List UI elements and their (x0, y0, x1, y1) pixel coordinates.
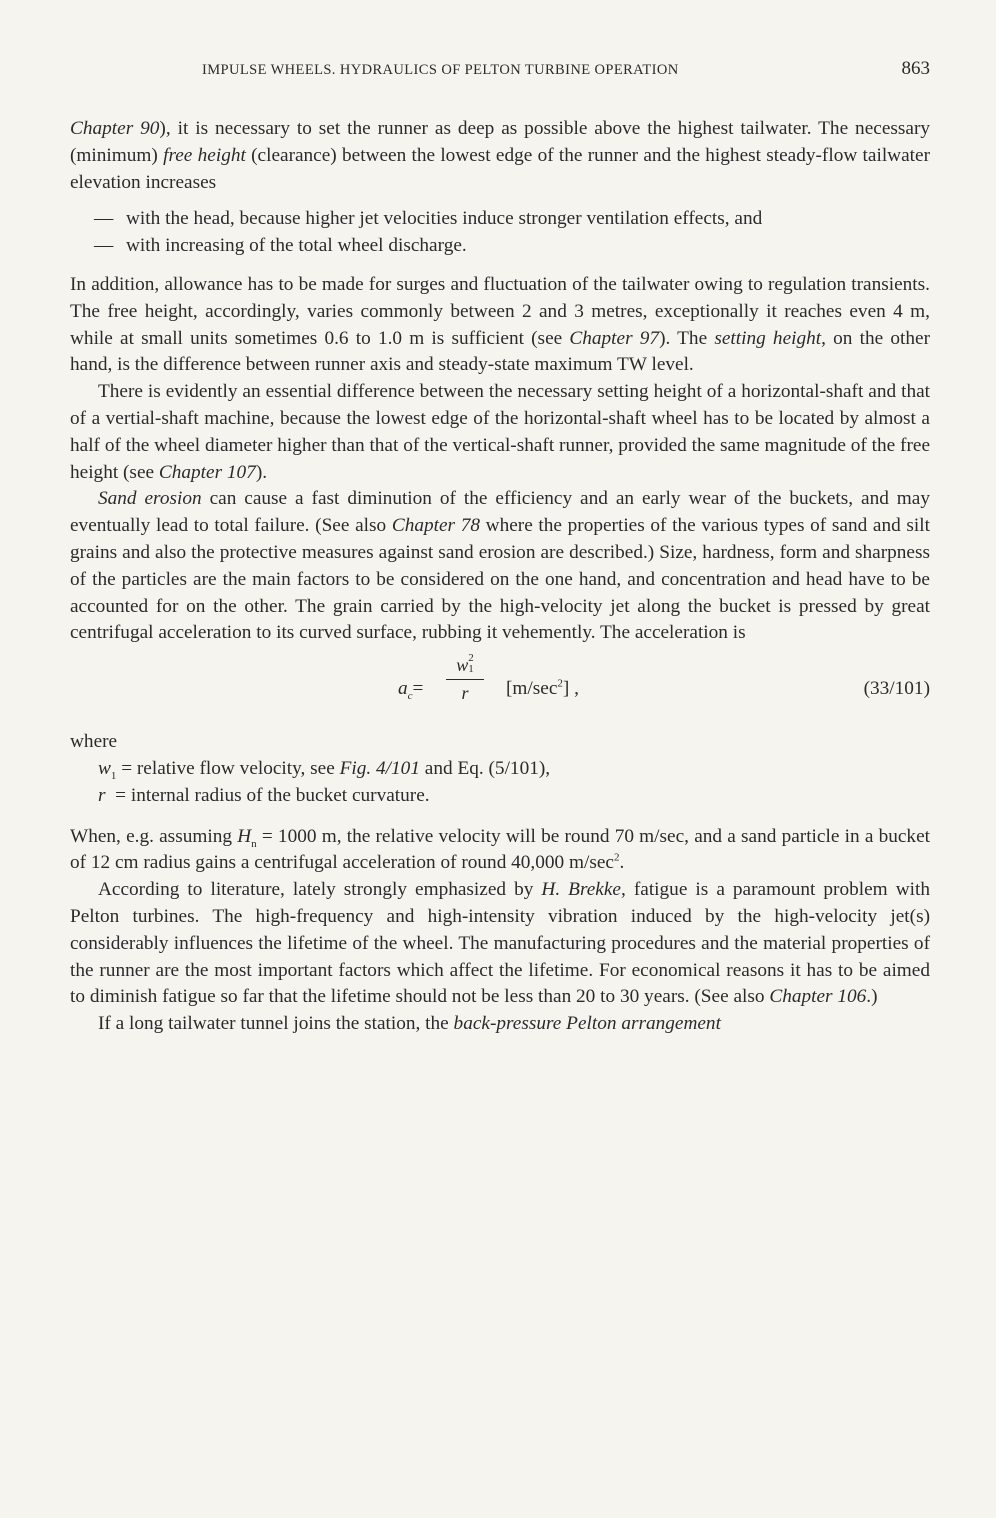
chapter-ref: Chapter 106 (769, 986, 867, 1008)
dash-marker: — (94, 208, 114, 230)
chapter-ref: Chapter 97 (569, 327, 660, 349)
term-setting-height: setting height (714, 327, 822, 349)
fraction-bar (446, 679, 484, 680)
paragraph-4: Sand erosion can cause a fast diminution of the efficiency and an early wear of the buckets, and may eventually lead to total failure. (See also Chapter 78 where the properties of the various types of sand and silt grains and also the protective measures against sand erosion are described.) Size, hardness, form and sharpness of the particles are the main factors to be considered on the one hand, and concentration and head have to be accounted for on the other. The grain carried by the high-velocity jet along the bucket is pressed by great centrifugal acceleration to its curved surface, rubbing it vehemently. The acceleration is (70, 488, 930, 644)
list-item: — with the head, because higher jet velocities induce stronger ventilation effects, and (100, 206, 930, 233)
paragraph-6: According to literature, lately strongly emphasized by H. Brekke, fatigue is a paramount problem with Pelton turbines. The high-frequency and high-intensity vibration induced by the high-velocity jet(s) considerably influences the lifetime of the wheel. The manufacturing procedures and the material properties of the runner are the most important factors which affect the lifetime. For economical reasons it has to be aimed to diminish fatigue so far that the lifetime should not be less than 20 to 30 years. (See also Chapter 106.) (70, 879, 930, 1008)
page-body (70, 116, 930, 1038)
chapter-ref: Chapter 90 (70, 118, 160, 139)
equation-unit: $[m/\sec^2]$ , (506, 677, 579, 700)
fraction-denominator: r (461, 683, 469, 704)
figure-ref: Fig. 4/101 (339, 757, 420, 779)
chapter-ref: Chapter 78 (391, 515, 480, 537)
dash-marker: — (94, 235, 114, 257)
term-back-pressure-pelton: back-pressure Pelton arrangement (453, 1013, 721, 1035)
equation-fraction (446, 653, 484, 704)
where-label: where (70, 731, 118, 753)
definition-w1: $w_1$ = relative flow velocity, see Fig. 4/101 and Eq. (5/101), (98, 757, 551, 782)
term-sand-erosion: Sand erosion (98, 488, 202, 510)
dash-list (94, 206, 930, 260)
paragraph-2: In addition, allowance has to be made for surges and fluctuation of the tailwater owing to regulation transients. The free height, accordingly, varies commonly between 2 and 3 metres, exceptionally it reaches even 4 m, while at small units sometimes 0.6 to 1.0 m is sufficient (see Chapter 97). The setting height, on the other hand, is the difference between runner axis and steady-state maximum TW level. (70, 273, 930, 376)
term-free-height: free height (163, 144, 246, 166)
author-name: H. Brekke (541, 879, 621, 901)
page-header (70, 58, 930, 90)
symbol-definitions (98, 756, 930, 810)
paragraph-1: Chapter 90), it is necessary to set the runner as deep as possible above the highest tailwater. The necessary (minimum) free height (clearance) between the lowest edge of the runner and the highest steady-flow tailwater elevation increases (70, 118, 930, 193)
equation-33-101 (70, 653, 930, 723)
equation-number: (33/101) (863, 678, 930, 700)
chapter-ref: Chapter 107 (158, 461, 256, 483)
equation-lhs: $a_c=$ (398, 678, 424, 702)
definition-r: r = internal radius of the bucket curvature. (98, 784, 430, 806)
paragraph-7: If a long tailwater tunnel joins the station, the back-pressure Pelton arrangement (98, 1013, 721, 1035)
running-head: IMPULSE WHEELS. HYDRAULICS OF PELTON TURBINE OPERATION (202, 62, 679, 78)
fraction-numerator: w 2 1 (456, 652, 474, 676)
paragraph-3: There is evidently an essential difference between the necessary setting height of a horizontal-shaft and that of a vertial-shaft machine, because the lowest edge of the horizontal-shaft wheel has to be located by almost a half of the wheel diameter higher than that of the vertical-shaft runner, provided the same magnitude of the free height (see Chapter 107). (70, 381, 930, 483)
list-item: — with increasing of the total wheel discharge. (100, 233, 930, 260)
paragraph-5: When, e.g. assuming $H_n = 1000$ m, the relative velocity will be round 70 m/sec, and a sand particle in a bucket of 12 cm radius gains a centrifugal acceleration of round 40,000 $m/\sec^2$. (70, 825, 930, 874)
page-number: 863 (901, 58, 930, 79)
